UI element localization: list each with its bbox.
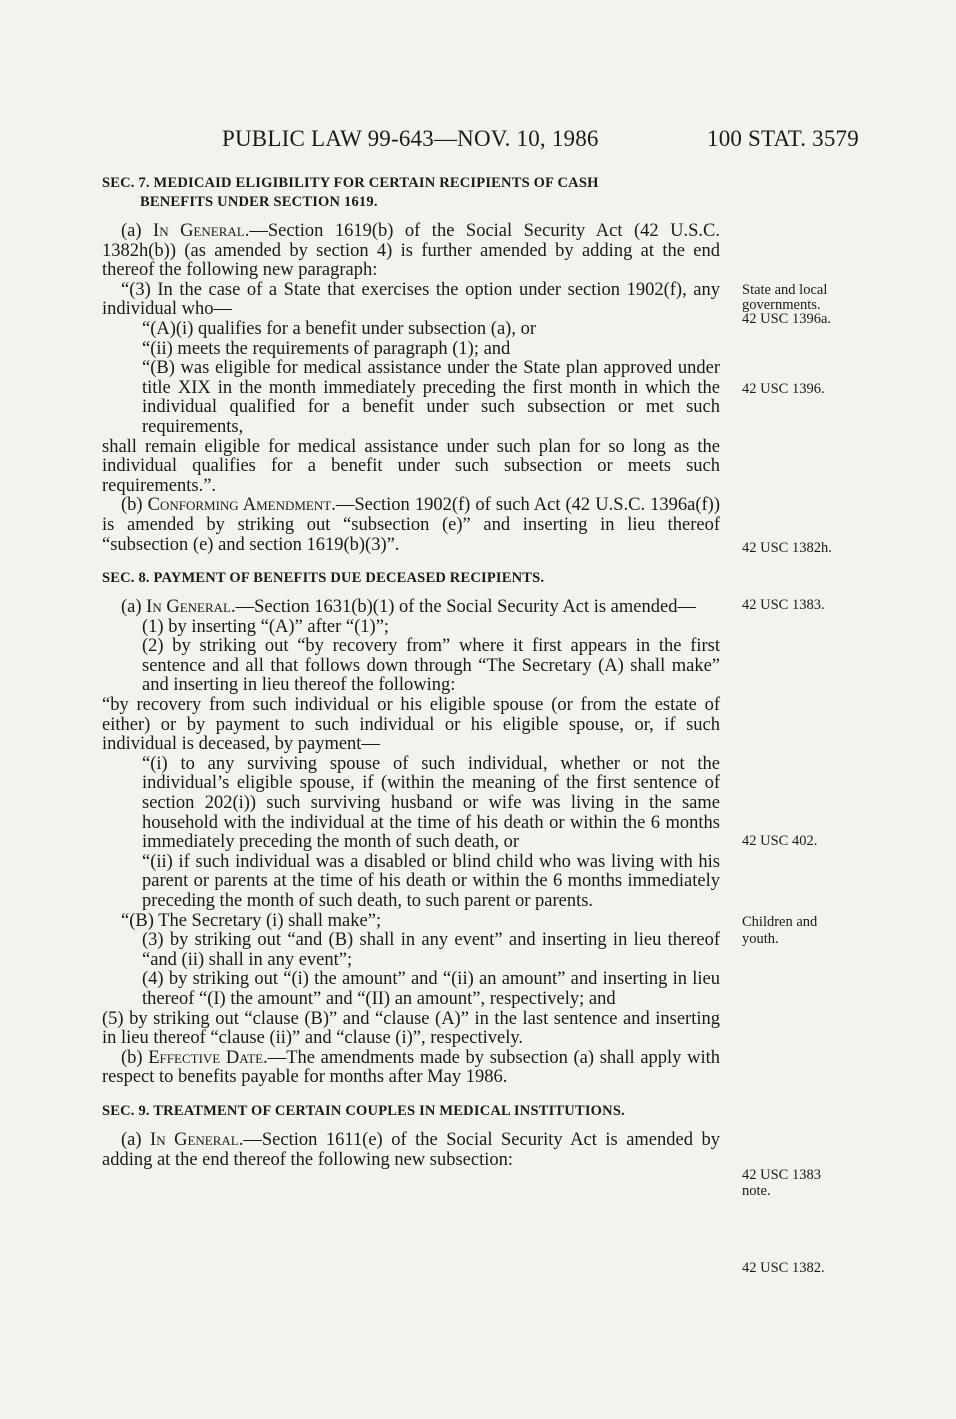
margin-note-1382: 42 USC 1382. <box>742 1260 825 1276</box>
sec7-heading: SEC. 7. MEDICAID ELIGIBILITY FOR CERTAIN RECIPIENTS OF CASH BENEFITS UNDER SECTION 1619. <box>102 175 599 210</box>
sec8-qi: “(i) to any surviving spouse of such individual, whether or not the individual’s eligible spouse, if (within the meaning of the first sentence of section 202(i)) such surviving husband or wife was living in the same household with the individual at the time of his death or within the 6 months immediately preceding the month of such death, or <box>142 753 720 853</box>
sec8-a: (a) In General.—Section 1631(b)(1) of the Social Security Act is amended— <box>121 597 696 618</box>
sec8-p3: (3) by striking out “and (B) shall in any event” and inserting in lieu thereof “and (ii) shall in any event”; <box>142 930 720 970</box>
sec8-heading: SEC. 8. PAYMENT OF BENEFITS DUE DECEASED RECIPIENTS. <box>102 570 545 587</box>
sec7-a: (a) In General.—Section 1619(b) of the Social Security Act (42 U.S.C. 1382h(b)) (as amended by section 4) is further amended by adding at the end thereof the following new paragraph: <box>102 221 720 281</box>
sec7-shall: shall remain eligible for medical assistance under such plan for so long as the individual qualifies for a benefit under such subsection or meets such requirements.”. <box>102 436 720 496</box>
margin-note-children-youth: Children and youth. <box>742 914 818 947</box>
sec7-Ai: “(A)(i) qualifies for a benefit under subsection (a), or <box>142 318 536 339</box>
margin-note-1383: 42 USC 1383. <box>742 597 825 613</box>
margin-note-402: 42 USC 402. <box>742 833 818 849</box>
sec8-b: (b) Effective Date.—The amendments made by subsection (a) shall apply with respect to benefits payable for months after May 1986. <box>102 1047 720 1088</box>
sec8-qB: “(B) The Secretary (i) shall make”; <box>121 910 382 931</box>
sec8-p4: (4) by striking out “(i) the amount” and “(ii) an amount” and inserting in lieu thereof “(I) the amount” and “(II) an amount”, respectively; and <box>142 969 720 1009</box>
margin-note-1396: 42 USC 1396. <box>742 381 825 397</box>
body-text <box>102 174 720 1170</box>
page-header <box>0 126 956 158</box>
sec8-quote: “by recovery from such individual or his eligible spouse (or from the estate of either) or by payment to such individual or his eligible spouse, or, if such individual is deceased, by payment— <box>102 695 720 755</box>
sec9-a: (a) In General.—Section 1611(e) of the Social Security Act is amended by adding at the end thereof the following new subsection: <box>102 1129 720 1170</box>
sec8-qii: “(ii) if such individual was a disabled or blind child who was living with his parent or parents at the time of his death or within the 6 months immediately preceding the month of such death, to such parent or parents. <box>142 851 720 911</box>
sec8-p2: (2) by striking out “by recovery from” where it first appears in the first sentence and all that follows down through “The Secretary (A) shall make” and inserting in lieu thereof the following: <box>142 636 720 696</box>
sec8-p5: (5) by striking out “clause (B)” and “clause (A)” in the last sentence and inserting in lieu thereof “clause (ii)” and “clause (i)”, respectively. <box>102 1008 720 1049</box>
sec7-b: (b) Conforming Amendment.—Section 1902(f) of such Act (42 U.S.C. 1396a(f)) is amended by striking out “subsection (e)” and inserting in lieu thereof “subsection (e) and section 1619(b)(3)”. <box>102 495 720 555</box>
header-stat-page: 100 STAT. 3579 <box>707 126 859 151</box>
sec7-B: “(B) was eligible for medical assistance under the State plan approved under title XIX in the month immediately preceding the first month in which the individual qualified for a benefit under such subsection or met such requirements, <box>142 358 720 437</box>
sec8-p1: (1) by inserting “(A)” after “(1)”; <box>142 616 390 637</box>
margin-note-state-local: State and local governments. 42 USC 1396a. <box>742 282 832 327</box>
margin-note-1383-note: 42 USC 1383 note. <box>742 1167 821 1199</box>
sec7-para3: “(3) In the case of a State that exercises the option under section 1902(f), any individual who— <box>102 279 720 320</box>
sec9-heading: SEC. 9. TREATMENT OF CERTAIN COUPLES IN MEDICAL INSTITUTIONS. <box>102 1102 625 1119</box>
header-public-law: PUBLIC LAW 99-643—NOV. 10, 1986 <box>222 126 599 151</box>
margin-note-1382h: 42 USC 1382h. <box>742 540 832 556</box>
sec7-ii: “(ii) meets the requirements of paragraph (1); and <box>142 338 511 359</box>
